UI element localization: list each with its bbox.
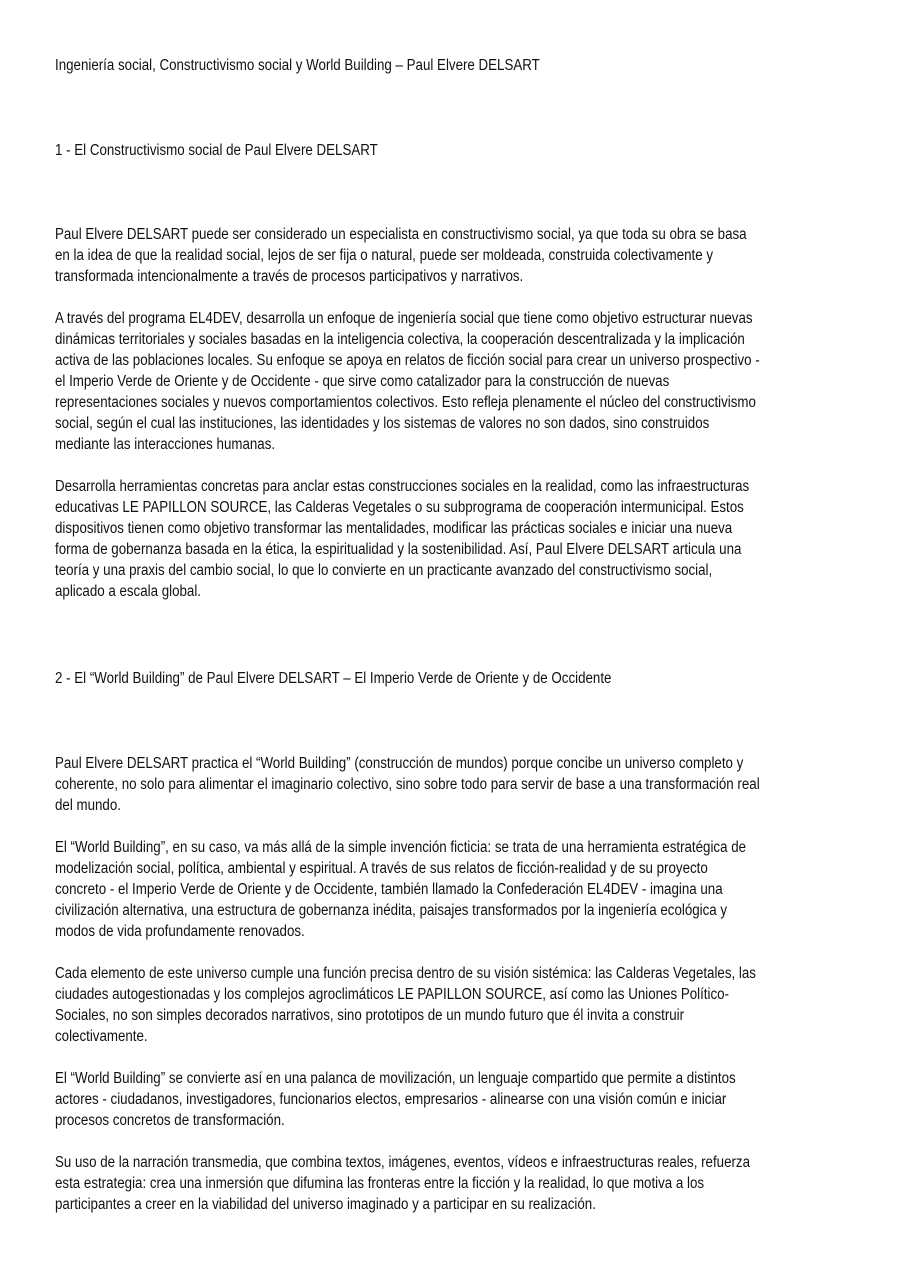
document-title: Ingeniería social, Constructivismo social y World Building – Paul Elvere DELSART [55, 57, 540, 74]
text-line: procesos concretos de transformación. [55, 1112, 285, 1129]
text-line: activa de las poblaciones locales. Su enfoque se apoya en relatos de ficción social para crear un universo prospectivo - [55, 352, 760, 369]
text-line: El “World Building”, en su caso, va más allá de la simple invención ficticia: se trata de una herramienta estratégica de [55, 839, 747, 856]
text-line: mediante las interacciones humanas. [55, 436, 276, 453]
text-line: transformada intencionalmente a través de procesos participativos y narrativos. [55, 268, 524, 285]
text-line: Sociales, no son simples decorados narrativos, sino prototipos de un mundo futuro que él invita a construir [55, 1007, 685, 1024]
text-line: Desarrolla herramientas concretas para anclar estas construcciones sociales en la realidad, como las infraestructuras [55, 478, 750, 495]
text-line: coherente, no solo para alimentar el imaginario colectivo, sino sobre todo para servir de base a una transformación real [55, 776, 760, 793]
text-line: Paul Elvere DELSART practica el “World Building” (construcción de mundos) porque concibe un universo completo y [55, 755, 744, 772]
text-line: Cada elemento de este universo cumple una función precisa dentro de su visión sistémica: las Calderas Vegetales, las [55, 965, 756, 982]
text-line: civilización alternativa, una estructura de gobernanza inédita, paisajes transformados por la ingeniería ecológica y [55, 902, 728, 919]
text-line: concreto - el Imperio Verde de Oriente y de Occidente, también llamado la Confederación EL4DEV - imagina una [55, 881, 723, 898]
section-2-heading: 2 - El “World Building” de Paul Elvere DELSART – El Imperio Verde de Oriente y de Occidente [55, 670, 612, 687]
text-line: colectivamente. [55, 1028, 148, 1045]
text-line: dispositivos tienen como objetivo transformar las mentalidades, modificar las prácticas sociales e iniciar una nueva [55, 520, 733, 537]
text-line: teoría y una praxis del cambio social, lo que lo convierte en un practicante avanzado del constructivismo social, [55, 562, 713, 579]
text-line: educativas LE PAPILLON SOURCE, las Calderas Vegetales o su subprograma de cooperación intermunicipal. Estos [55, 499, 744, 516]
text-line: modos de vida profundamente renovados. [55, 923, 305, 940]
text-line: participantes a creer en la viabilidad del universo imaginado y a participar en su realización. [55, 1196, 596, 1213]
text-line: El “World Building” se convierte así en una palanca de movilización, un lenguaje compartido que permite a distintos [55, 1070, 736, 1087]
text-line: en la idea de que la realidad social, lejos de ser fija o natural, puede ser moldeada, construida colectivamente y [55, 247, 714, 264]
text-line: el Imperio Verde de Oriente y de Occidente - que sirve como catalizador para la construcción de nuevas [55, 373, 670, 390]
text-line: A través del programa EL4DEV, desarrolla un enfoque de ingeniería social que tiene como objetivo estructurar nuevas [55, 310, 753, 327]
text-line: modelización social, política, ambiental y espiritual. A través de sus relatos de ficción-realidad y de su proyecto [55, 860, 708, 877]
text-line: del mundo. [55, 797, 121, 814]
text-line: esta estrategia: crea una inmersión que difumina las fronteras entre la ficción y la realidad, lo que motiva a los [55, 1175, 705, 1192]
text-line: actores - ciudadanos, investigadores, funcionarios electos, empresarios - alinearse con una visión común e iniciar [55, 1091, 727, 1108]
text-line: social, según el cual las instituciones, las identidades y los sistemas de valores no son dados, sino construidos [55, 415, 710, 432]
text-line: ciudades autogestionadas y los complejos agroclimáticos LE PAPILLON SOURCE, así como las Uniones Político- [55, 986, 729, 1003]
text-line: aplicado a escala global. [55, 583, 201, 600]
text-line: Paul Elvere DELSART puede ser considerado un especialista en constructivismo social, ya que toda su obra se basa [55, 226, 747, 243]
section-1-heading: 1 - El Constructivismo social de Paul Elvere DELSART [55, 142, 378, 159]
text-line: forma de gobernanza basada en la ética, la espiritualidad y la sostenibilidad. Así, Paul Elvere DELSART articula una [55, 541, 742, 558]
text-line: dinámicas territoriales y sociales basadas en la inteligencia colectiva, la cooperación descentralizada y la implicación [55, 331, 745, 348]
text-line: representaciones sociales y nuevos comportamientos colectivos. Esto refleja plenamente el núcleo del constructivismo [55, 394, 756, 411]
text-line: Su uso de la narración transmedia, que combina textos, imágenes, eventos, vídeos e infraestructuras reales, refuerza [55, 1154, 751, 1171]
